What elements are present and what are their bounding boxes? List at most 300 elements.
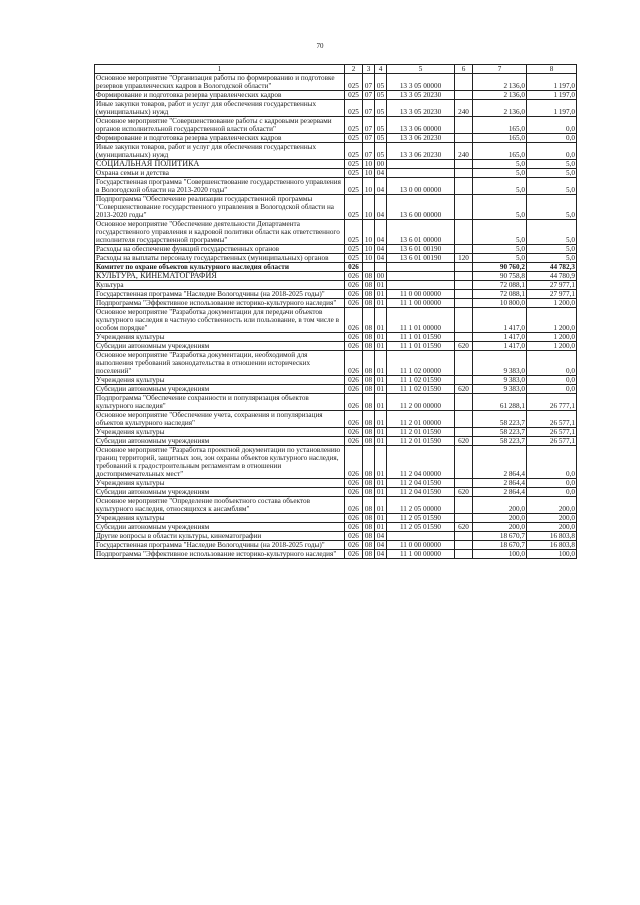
amount-2020-cell: 1 197,0 xyxy=(527,74,577,91)
row-name-cell: Комитет по охране объектов культурного наследия области xyxy=(95,263,345,272)
amount-2020-cell: 26 577,1 xyxy=(527,428,577,437)
target-article-cell: 11 2 05 01590 xyxy=(387,514,455,523)
table-row xyxy=(95,91,577,100)
section-code-cell: 08 xyxy=(363,479,375,488)
section-code-cell: 08 xyxy=(363,488,375,497)
ministry-code-cell: 026 xyxy=(345,437,363,446)
target-article-cell: 11 2 01 01590 xyxy=(387,437,455,446)
subsection-code-cell xyxy=(375,263,387,272)
amount-2019-cell: 165,0 xyxy=(473,117,527,134)
subsection-code-cell: 01 xyxy=(375,437,387,446)
subsection-code-cell: 05 xyxy=(375,117,387,134)
section-code-cell: 07 xyxy=(363,100,375,117)
amount-2019-cell: 18 670,7 xyxy=(473,532,527,541)
row-name-cell: Субсидии автономным учреждениям xyxy=(95,523,345,532)
row-name-cell: Охрана семьи и детства xyxy=(95,169,345,178)
expense-type-cell xyxy=(455,446,473,479)
table-row xyxy=(95,446,577,479)
row-name-cell: Основное мероприятие "Разработка документации для передачи объектов культурного наследия в частную собственность или пользование, в том числе в особом порядке" xyxy=(95,308,345,333)
amount-2020-cell: 0,0 xyxy=(527,117,577,134)
amount-2019-cell: 58 223,7 xyxy=(473,428,527,437)
section-code-cell: 08 xyxy=(363,342,375,351)
table-row xyxy=(95,160,577,169)
expense-type-cell xyxy=(455,376,473,385)
amount-2020-cell: 26 777,1 xyxy=(527,394,577,411)
amount-2020-cell: 27 977,1 xyxy=(527,281,577,290)
subsection-code-cell: 05 xyxy=(375,91,387,100)
subsection-code-cell: 04 xyxy=(375,254,387,263)
target-article-cell: 11 2 01 01590 xyxy=(387,428,455,437)
row-name-cell: СОЦИАЛЬНАЯ ПОЛИТИКА xyxy=(95,160,345,169)
column-header: 5 xyxy=(387,65,455,74)
section-code-cell: 08 xyxy=(363,428,375,437)
table-row xyxy=(95,376,577,385)
row-name-cell: Основное мероприятие "Совершенствование работы с кадровыми резервами органов исполнительной государственной власти области" xyxy=(95,117,345,134)
ministry-code-cell: 025 xyxy=(345,91,363,100)
table-row xyxy=(95,263,577,272)
ministry-code-cell: 026 xyxy=(345,541,363,550)
expense-type-cell xyxy=(455,411,473,428)
section-code-cell: 10 xyxy=(363,245,375,254)
amount-2020-cell: 1 200,0 xyxy=(527,308,577,333)
table-row xyxy=(95,290,577,299)
expense-type-cell xyxy=(455,290,473,299)
ministry-code-cell: 026 xyxy=(345,446,363,479)
amount-2020-cell: 0,0 xyxy=(527,488,577,497)
ministry-code-cell: 025 xyxy=(345,169,363,178)
target-article-cell: 13 6 01 00190 xyxy=(387,245,455,254)
row-name-cell: Субсидии автономным учреждениям xyxy=(95,342,345,351)
amount-2019-cell: 5,0 xyxy=(473,178,527,195)
ministry-code-cell: 025 xyxy=(345,134,363,143)
subsection-code-cell: 01 xyxy=(375,385,387,394)
section-code-cell: 08 xyxy=(363,514,375,523)
target-article-cell: 11 2 04 00000 xyxy=(387,446,455,479)
row-name-cell: Иные закупки товаров, работ и услуг для обеспечения государственных (муниципальных) нужд xyxy=(95,143,345,160)
amount-2019-cell: 200,0 xyxy=(473,497,527,514)
row-name-cell: КУЛЬТУРА, КИНЕМАТОГРАФИЯ xyxy=(95,272,345,281)
target-article-cell: 13 3 06 20230 xyxy=(387,143,455,160)
expense-type-cell xyxy=(455,550,473,559)
subsection-code-cell: 01 xyxy=(375,523,387,532)
table-row xyxy=(95,178,577,195)
ministry-code-cell: 025 xyxy=(345,220,363,245)
amount-2019-cell: 58 223,7 xyxy=(473,411,527,428)
table-row xyxy=(95,100,577,117)
amount-2019-cell: 1 417,0 xyxy=(473,342,527,351)
row-name-cell: Государственная программа "Наследие Вологодчины (на 2018-2025 годы)" xyxy=(95,290,345,299)
table-row xyxy=(95,497,577,514)
column-header: 8 xyxy=(527,65,577,74)
subsection-code-cell: 00 xyxy=(375,160,387,169)
section-code-cell: 08 xyxy=(363,333,375,342)
table-row xyxy=(95,541,577,550)
amount-2020-cell: 0,0 xyxy=(527,479,577,488)
amount-2019-cell: 72 088,1 xyxy=(473,290,527,299)
expense-type-cell: 120 xyxy=(455,254,473,263)
row-name-cell: Формирование и подготовка резерва управленческих кадров xyxy=(95,134,345,143)
subsection-code-cell: 01 xyxy=(375,290,387,299)
target-article-cell: 13 3 05 20230 xyxy=(387,100,455,117)
expense-type-cell xyxy=(455,351,473,376)
amount-2019-cell: 200,0 xyxy=(473,523,527,532)
ministry-code-cell: 026 xyxy=(345,376,363,385)
amount-2020-cell: 26 577,1 xyxy=(527,437,577,446)
table-row xyxy=(95,299,577,308)
expense-type-cell xyxy=(455,541,473,550)
table-row xyxy=(95,532,577,541)
subsection-code-cell: 04 xyxy=(375,245,387,254)
table-row xyxy=(95,351,577,376)
amount-2019-cell: 72 088,1 xyxy=(473,281,527,290)
table-row xyxy=(95,169,577,178)
amount-2020-cell: 1 200,0 xyxy=(527,299,577,308)
expense-type-cell xyxy=(455,245,473,254)
row-name-cell: Расходы на обеспечение функций государственных органов xyxy=(95,245,345,254)
expense-type-cell xyxy=(455,497,473,514)
amount-2020-cell: 5,0 xyxy=(527,195,577,220)
amount-2020-cell: 16 803,8 xyxy=(527,532,577,541)
amount-2019-cell: 2 136,0 xyxy=(473,74,527,91)
expense-type-cell xyxy=(455,479,473,488)
expense-type-cell xyxy=(455,74,473,91)
ministry-code-cell: 025 xyxy=(345,117,363,134)
target-article-cell: 11 0 00 00000 xyxy=(387,541,455,550)
subsection-code-cell: 01 xyxy=(375,299,387,308)
amount-2019-cell: 9 383,0 xyxy=(473,351,527,376)
amount-2020-cell: 0,0 xyxy=(527,385,577,394)
table-row xyxy=(95,342,577,351)
column-header: 1 xyxy=(95,65,345,74)
amount-2019-cell: 200,0 xyxy=(473,514,527,523)
ministry-code-cell: 026 xyxy=(345,299,363,308)
section-code-cell: 08 xyxy=(363,281,375,290)
row-name-cell: Основное мероприятие "Разработка проектной документации по установлению границ территорий, защитных зон, зон охраны объектов культурного наследия, требований к градостроительным регламентам в отношении достопримечательных мест" xyxy=(95,446,345,479)
section-code-cell: 08 xyxy=(363,394,375,411)
table-row xyxy=(95,479,577,488)
table-row xyxy=(95,385,577,394)
page-number: 70 xyxy=(316,42,324,50)
amount-2019-cell: 2 136,0 xyxy=(473,91,527,100)
section-code-cell: 08 xyxy=(363,541,375,550)
expense-type-cell xyxy=(455,263,473,272)
ministry-code-cell: 026 xyxy=(345,532,363,541)
amount-2020-cell: 1 200,0 xyxy=(527,342,577,351)
amount-2020-cell: 16 803,8 xyxy=(527,541,577,550)
subsection-code-cell: 01 xyxy=(375,308,387,333)
target-article-cell: 13 0 00 00000 xyxy=(387,178,455,195)
ministry-code-cell: 025 xyxy=(345,195,363,220)
row-name-cell: Учреждения культуры xyxy=(95,333,345,342)
row-name-cell: Основное мероприятие "Организация работы по формированию и подготовке резервов управленческих кадров в Вологодской области" xyxy=(95,74,345,91)
table-row xyxy=(95,245,577,254)
row-name-cell: Формирование и подготовка резерва управленческих кадров xyxy=(95,91,345,100)
amount-2019-cell: 58 223,7 xyxy=(473,437,527,446)
amount-2019-cell: 5,0 xyxy=(473,195,527,220)
subsection-code-cell: 04 xyxy=(375,550,387,559)
section-code-cell: 08 xyxy=(363,351,375,376)
table-row xyxy=(95,437,577,446)
amount-2020-cell: 200,0 xyxy=(527,497,577,514)
expense-type-cell: 240 xyxy=(455,100,473,117)
expense-type-cell: 620 xyxy=(455,385,473,394)
amount-2020-cell: 5,0 xyxy=(527,245,577,254)
budget-table xyxy=(94,64,577,559)
target-article-cell: 11 1 00 00000 xyxy=(387,299,455,308)
amount-2019-cell: 2 864,4 xyxy=(473,446,527,479)
ministry-code-cell: 025 xyxy=(345,245,363,254)
subsection-code-cell: 01 xyxy=(375,479,387,488)
expense-type-cell xyxy=(455,178,473,195)
subsection-code-cell: 01 xyxy=(375,281,387,290)
table-row xyxy=(95,428,577,437)
subsection-code-cell: 01 xyxy=(375,446,387,479)
expense-type-cell xyxy=(455,272,473,281)
target-article-cell: 13 3 05 00000 xyxy=(387,74,455,91)
expense-type-cell xyxy=(455,117,473,134)
section-code-cell: 07 xyxy=(363,143,375,160)
column-header: 6 xyxy=(455,65,473,74)
ministry-code-cell: 026 xyxy=(345,290,363,299)
expense-type-cell xyxy=(455,428,473,437)
amount-2020-cell: 44 780,9 xyxy=(527,272,577,281)
target-article-cell: 13 6 01 00190 xyxy=(387,254,455,263)
column-header: 3 xyxy=(363,65,375,74)
table-row xyxy=(95,308,577,333)
table-row xyxy=(95,333,577,342)
expense-type-cell: 620 xyxy=(455,488,473,497)
ministry-code-cell: 026 xyxy=(345,272,363,281)
row-name-cell: Основное мероприятие "Разработка документации, необходимой для выполнения требований законодательства в отношении исторических поселений" xyxy=(95,351,345,376)
subsection-code-cell: 05 xyxy=(375,74,387,91)
target-article-cell: 11 1 00 00000 xyxy=(387,550,455,559)
amount-2019-cell: 5,0 xyxy=(473,169,527,178)
row-name-cell: Подпрограмма "Эффективное использование историко-культурного наследия" xyxy=(95,550,345,559)
subsection-code-cell: 04 xyxy=(375,178,387,195)
section-code-cell: 08 xyxy=(363,385,375,394)
target-article-cell: 11 2 04 01590 xyxy=(387,479,455,488)
amount-2019-cell: 9 383,0 xyxy=(473,385,527,394)
target-article-cell: 11 2 04 01590 xyxy=(387,488,455,497)
column-header: 4 xyxy=(375,65,387,74)
section-code-cell: 08 xyxy=(363,290,375,299)
table-row xyxy=(95,134,577,143)
target-article-cell xyxy=(387,272,455,281)
ministry-code-cell: 026 xyxy=(345,394,363,411)
amount-2019-cell: 165,0 xyxy=(473,143,527,160)
subsection-code-cell: 05 xyxy=(375,100,387,117)
subsection-code-cell: 01 xyxy=(375,342,387,351)
target-article-cell: 11 1 02 01590 xyxy=(387,385,455,394)
ministry-code-cell: 025 xyxy=(345,74,363,91)
row-name-cell: Культура xyxy=(95,281,345,290)
section-code-cell: 08 xyxy=(363,299,375,308)
amount-2019-cell: 5,0 xyxy=(473,254,527,263)
table-row xyxy=(95,514,577,523)
amount-2019-cell: 90 758,8 xyxy=(473,272,527,281)
table-row xyxy=(95,411,577,428)
section-code-cell: 07 xyxy=(363,74,375,91)
row-name-cell: Подпрограмма "Обеспечение реализации государственной программы "Совершенствование государственного управления в Вологодской области на 2013-2020 годы" xyxy=(95,195,345,220)
row-name-cell: Другие вопросы в области культуры, кинематографии xyxy=(95,532,345,541)
target-article-cell: 13 6 01 00000 xyxy=(387,220,455,245)
section-code-cell: 08 xyxy=(363,411,375,428)
amount-2019-cell: 2 136,0 xyxy=(473,100,527,117)
ministry-code-cell: 026 xyxy=(345,342,363,351)
row-name-cell: Учреждения культуры xyxy=(95,376,345,385)
amount-2020-cell: 44 782,3 xyxy=(527,263,577,272)
target-article-cell: 13 3 06 20230 xyxy=(387,134,455,143)
amount-2019-cell: 10 800,0 xyxy=(473,299,527,308)
section-code-cell: 08 xyxy=(363,272,375,281)
target-article-cell: 11 2 05 00000 xyxy=(387,497,455,514)
expense-type-cell xyxy=(455,514,473,523)
row-name-cell: Иные закупки товаров, работ и услуг для обеспечения государственных (муниципальных) нужд xyxy=(95,100,345,117)
row-name-cell: Учреждения культуры xyxy=(95,514,345,523)
ministry-code-cell: 026 xyxy=(345,411,363,428)
ministry-code-cell: 026 xyxy=(345,523,363,532)
ministry-code-cell: 026 xyxy=(345,385,363,394)
ministry-code-cell: 026 xyxy=(345,550,363,559)
expense-type-cell xyxy=(455,169,473,178)
amount-2019-cell: 90 760,2 xyxy=(473,263,527,272)
row-name-cell: Основное мероприятие "Обеспечение деятельности Департамента государственного управления и кадровой политики области как ответственного исполнителя государственной программы" xyxy=(95,220,345,245)
subsection-code-cell: 01 xyxy=(375,351,387,376)
section-code-cell: 08 xyxy=(363,550,375,559)
amount-2020-cell: 27 977,1 xyxy=(527,290,577,299)
expense-type-cell xyxy=(455,195,473,220)
section-code-cell: 10 xyxy=(363,160,375,169)
subsection-code-cell: 01 xyxy=(375,488,387,497)
subsection-code-cell: 01 xyxy=(375,333,387,342)
table-row xyxy=(95,143,577,160)
section-code-cell: 07 xyxy=(363,91,375,100)
ministry-code-cell: 025 xyxy=(345,160,363,169)
amount-2020-cell: 5,0 xyxy=(527,169,577,178)
section-code-cell xyxy=(363,263,375,272)
target-article-cell: 11 1 02 01590 xyxy=(387,376,455,385)
expense-type-cell xyxy=(455,299,473,308)
amount-2019-cell: 61 288,1 xyxy=(473,394,527,411)
ministry-code-cell: 026 xyxy=(345,351,363,376)
expense-type-cell xyxy=(455,281,473,290)
target-article-cell: 13 6 00 00000 xyxy=(387,195,455,220)
table-row xyxy=(95,488,577,497)
section-code-cell: 10 xyxy=(363,178,375,195)
target-article-cell: 11 1 02 00000 xyxy=(387,351,455,376)
target-article-cell: 13 3 06 00000 xyxy=(387,117,455,134)
row-name-cell: Государственная программа "Совершенствование государственного управления в Вологодской области на 2013-2020 годы" xyxy=(95,178,345,195)
target-article-cell xyxy=(387,532,455,541)
section-code-cell: 10 xyxy=(363,220,375,245)
table-row xyxy=(95,394,577,411)
amount-2020-cell: 1 197,0 xyxy=(527,91,577,100)
subsection-code-cell: 04 xyxy=(375,195,387,220)
section-code-cell: 08 xyxy=(363,446,375,479)
table-header-row xyxy=(95,65,577,74)
amount-2020-cell: 5,0 xyxy=(527,160,577,169)
expense-type-cell: 240 xyxy=(455,143,473,160)
subsection-code-cell: 01 xyxy=(375,514,387,523)
amount-2020-cell: 200,0 xyxy=(527,514,577,523)
row-name-cell: Субсидии автономным учреждениям xyxy=(95,385,345,394)
ministry-code-cell: 026 xyxy=(345,488,363,497)
subsection-code-cell: 04 xyxy=(375,532,387,541)
table-row xyxy=(95,195,577,220)
expense-type-cell xyxy=(455,394,473,411)
amount-2019-cell: 2 864,4 xyxy=(473,479,527,488)
amount-2020-cell: 5,0 xyxy=(527,220,577,245)
amount-2019-cell: 5,0 xyxy=(473,160,527,169)
row-name-cell: Государственная программа "Наследие Вологодчины (на 2018-2025 годы)" xyxy=(95,541,345,550)
section-code-cell: 07 xyxy=(363,134,375,143)
ministry-code-cell: 026 xyxy=(345,263,363,272)
amount-2020-cell: 5,0 xyxy=(527,254,577,263)
section-code-cell: 10 xyxy=(363,195,375,220)
ministry-code-cell: 026 xyxy=(345,308,363,333)
target-article-cell: 11 2 00 00000 xyxy=(387,394,455,411)
ministry-code-cell: 025 xyxy=(345,178,363,195)
amount-2020-cell: 1 200,0 xyxy=(527,333,577,342)
subsection-code-cell: 04 xyxy=(375,169,387,178)
target-article-cell: 11 2 05 01590 xyxy=(387,523,455,532)
expense-type-cell: 620 xyxy=(455,523,473,532)
row-name-cell: Расходы на выплаты персоналу государственных (муниципальных) органов xyxy=(95,254,345,263)
row-name-cell: Подпрограмма "Обеспечение сохранности и популяризация объектов культурного наследия" xyxy=(95,394,345,411)
section-code-cell: 08 xyxy=(363,523,375,532)
table-row xyxy=(95,281,577,290)
row-name-cell: Учреждения культуры xyxy=(95,479,345,488)
expense-type-cell xyxy=(455,134,473,143)
table-row xyxy=(95,254,577,263)
expense-type-cell xyxy=(455,333,473,342)
target-article-cell: 11 1 01 00000 xyxy=(387,308,455,333)
section-code-cell: 10 xyxy=(363,254,375,263)
row-name-cell: Подпрограмма "Эффективное использование историко-культурного наследия" xyxy=(95,299,345,308)
amount-2019-cell: 5,0 xyxy=(473,220,527,245)
amount-2020-cell: 0,0 xyxy=(527,446,577,479)
row-name-cell: Основное мероприятие "Обеспечение учета, сохранения и популяризация объектов культурного наследия" xyxy=(95,411,345,428)
ministry-code-cell: 026 xyxy=(345,428,363,437)
table-row xyxy=(95,550,577,559)
row-name-cell: Субсидии автономным учреждениям xyxy=(95,437,345,446)
amount-2019-cell: 165,0 xyxy=(473,134,527,143)
expense-type-cell xyxy=(455,91,473,100)
subsection-code-cell: 04 xyxy=(375,541,387,550)
amount-2020-cell: 5,0 xyxy=(527,178,577,195)
section-code-cell: 08 xyxy=(363,437,375,446)
subsection-code-cell: 05 xyxy=(375,143,387,160)
amount-2019-cell: 1 417,0 xyxy=(473,333,527,342)
row-name-cell: Учреждения культуры xyxy=(95,428,345,437)
amount-2020-cell: 0,0 xyxy=(527,134,577,143)
section-code-cell: 08 xyxy=(363,497,375,514)
expense-type-cell xyxy=(455,308,473,333)
amount-2020-cell: 0,0 xyxy=(527,143,577,160)
target-article-cell xyxy=(387,160,455,169)
target-article-cell: 11 2 01 00000 xyxy=(387,411,455,428)
column-header: 2 xyxy=(345,65,363,74)
amount-2020-cell: 0,0 xyxy=(527,351,577,376)
section-code-cell: 08 xyxy=(363,376,375,385)
row-name-cell: Субсидии автономным учреждениям xyxy=(95,488,345,497)
target-article-cell xyxy=(387,263,455,272)
amount-2020-cell: 0,0 xyxy=(527,376,577,385)
target-article-cell: 11 1 01 01590 xyxy=(387,333,455,342)
ministry-code-cell: 025 xyxy=(345,254,363,263)
target-article-cell: 13 3 05 20230 xyxy=(387,91,455,100)
expense-type-cell xyxy=(455,532,473,541)
